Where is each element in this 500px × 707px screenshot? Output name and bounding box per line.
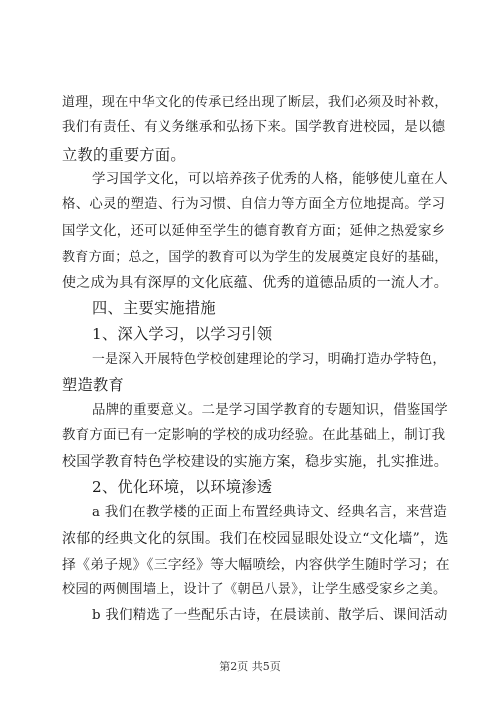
body-text-line: 学习国学文化，可以培养孩子优秀的人格，能够使儿童在人 [92,172,448,187]
body-text-line: 我们有责任、有义务继承和弘扬下来。国学教育进校园，是以德 [62,120,446,135]
body-text-line: 塑造教育 [62,376,124,394]
body-text-line: 品牌的重要意义。二是学习国学教育的专题知识，借鉴国学 [92,403,448,418]
body-text-line: 国学文化，还可以延伸至学生的德育教育方面；延伸之热爱家乡 [62,224,446,239]
body-text-line: 择《弟子规》《三字经》等大幅喷绘，内容供学生随时学习；在 [62,557,450,573]
body-text-line: b 我们精选了一些配乐古诗，在晨读前、散学后、课间活动 [92,608,448,623]
body-text-line: 一是深入开展特色学校创建理论的学习，明确打造办学特色， [92,352,446,367]
subsection-heading: 2、优化环境，以环境渗透 [92,478,273,496]
body-text-line: 教育方面已有一定影响的学校的成功经验。在此基础上，制订我 [62,428,446,443]
section-heading: 四、主要实施措施 [92,299,216,317]
body-text-line: 立教的重要方面。 [62,146,186,164]
subsection-heading: 1、深入学习，以学习引领 [92,325,273,343]
body-text-line: 道理，现在中华文化的传承已经出现了断层，我们必须及时补救， [62,95,448,110]
body-text-line: 教育方面；总之，国学的教育可以为学生的发展奠定良好的基础， [62,250,448,265]
page-number-footer: 第2页 共5页 [219,660,281,673]
body-text-line: 校园的两侧围墙上，设计了《朝邑八景》，让学生感受家乡之美。 [62,582,447,597]
body-text-line: 使之成为具有深厚的文化底蕴、优秀的道德品质的一流人才。 [62,275,449,291]
body-text-line: 校国学教育特色学校建设的实施方案，稳步实施，扎实推进。 [62,454,449,470]
body-text-line: a 我们在教学楼的正面上布置经典诗文、经典名言，来营造 [92,505,448,520]
body-text-line: 浓郁的经典文化的氛围。我们在校园显眼处设立“文化墙”，选 [62,531,449,547]
body-text-line: 格、心灵的塑造、行为习惯、自信力等方面全方位地提高。学习 [62,197,446,212]
